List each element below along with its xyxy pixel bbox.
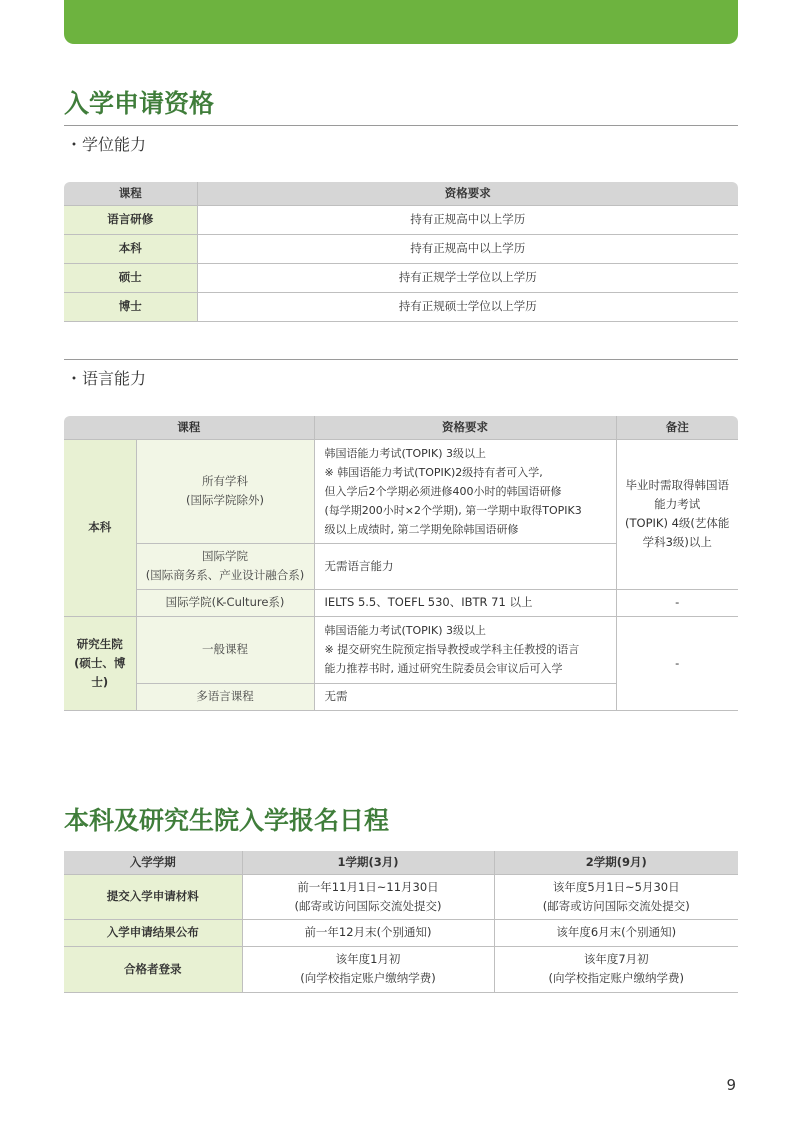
row-label: 入学申请结果公布 [64, 919, 242, 946]
semester-1-cell [242, 946, 494, 992]
cell-line: (向学校指定账户缴纳学费) [548, 971, 684, 985]
section-title-admission-qualification: 入学申请资格 [64, 89, 215, 118]
page-number: 9 [726, 1076, 736, 1094]
note-line: 能力考试 [654, 497, 701, 511]
section-divider [64, 359, 738, 360]
table-row [64, 205, 738, 234]
sub-course-line: 国际学院 [202, 549, 248, 563]
header-requirement: 资格要求 [314, 416, 616, 439]
cell-line: (邮寄或访问国际交流处提交) [294, 898, 442, 913]
requirement-text [314, 616, 616, 683]
requirement-line: 但入学后2个学期必须进修400小时的韩国语研修 [324, 484, 562, 498]
note-text-graduate: - [616, 616, 738, 710]
language-requirement-table [64, 416, 738, 711]
table-header-row [64, 851, 738, 874]
note-text-undergrad [616, 439, 738, 589]
table-row [64, 234, 738, 263]
course-label-undergrad: 本科 [64, 439, 136, 616]
table-header-row [64, 182, 738, 205]
sub-course-multilingual: 多语言课程 [136, 683, 314, 710]
requirement-line: ※ 提交研究生院预定指导教授或学科主任教授的语言 [324, 643, 580, 656]
sub-course-line: 所有学科 [202, 474, 248, 488]
section-divider [64, 125, 738, 126]
semester-2-cell [494, 874, 738, 919]
header-note: 备注 [616, 416, 738, 439]
course-label-line: (硕士、博士) [74, 655, 126, 689]
application-schedule-table [64, 851, 738, 993]
requirement-line: 能力推荐书时, 通过研究生院委员会审议后可入学 [324, 662, 563, 675]
row-label: 合格者登录 [64, 946, 242, 992]
requirement-text: 无需 [314, 683, 616, 710]
table-header-row [64, 416, 738, 439]
table-row [64, 263, 738, 292]
header-requirement: 资格要求 [197, 182, 738, 205]
header-semester-1: 1学期(3月) [242, 851, 494, 874]
cell-line: (向学校指定账户缴纳学费) [300, 971, 436, 985]
semester-2-cell [494, 946, 738, 992]
header-semester: 入学学期 [64, 851, 242, 874]
table-row [64, 919, 738, 946]
course-label: 博士 [64, 292, 197, 321]
requirement-line: (每学期200小时×2个学期), 第一学期中取得TOPIK3 [324, 503, 582, 517]
header-course: 课程 [64, 416, 314, 439]
requirement-text: 持有正规学士学位以上学历 [197, 263, 738, 292]
table-row [64, 946, 738, 992]
semester-1-cell: 前一年12月末(个别通知) [242, 919, 494, 946]
table-row [64, 874, 738, 919]
header-course: 课程 [64, 182, 197, 205]
degree-requirement-table [64, 182, 738, 322]
sub-course-line: (国际学院除外) [186, 493, 264, 507]
subheading-degree-ability: ・学位能力 [66, 135, 147, 154]
semester-2-cell: 该年度6月末(个别通知) [494, 919, 738, 946]
cell-line: 前一年11月1日~11月30日 [297, 879, 439, 894]
requirement-line: 韩国语能力考试(TOPIK) 3级以上 [324, 624, 487, 637]
cell-line: 该年度7月初 [583, 952, 649, 966]
note-text: - [616, 589, 738, 616]
requirement-text: 持有正规高中以上学历 [197, 234, 738, 263]
course-label: 语言研修 [64, 205, 197, 234]
subheading-language-ability: ・语言能力 [66, 369, 147, 388]
table-row [64, 439, 738, 543]
course-label: 本科 [64, 234, 197, 263]
cell-line: 该年度1月初 [335, 952, 401, 966]
course-label: 硕士 [64, 263, 197, 292]
top-green-banner [64, 0, 738, 44]
sub-course-line: (国际商务系、产业设计融合系) [145, 568, 305, 582]
requirement-text: 无需语言能力 [314, 543, 616, 589]
row-label: 提交入学申请材料 [64, 874, 242, 919]
course-label-line: 研究生院 [76, 636, 123, 651]
requirement-text: 持有正规硕士学位以上学历 [197, 292, 738, 321]
table-row [64, 589, 738, 616]
note-line: 毕业时需取得韩国语 [625, 478, 729, 492]
requirement-line: 级以上成绩时, 第二学期免除韩国语研修 [324, 522, 519, 536]
note-line: 学科3级)以上 [642, 535, 712, 549]
sub-course-k-culture: 国际学院(K-Culture系) [136, 589, 314, 616]
section-title-application-schedule: 本科及研究生院入学报名日程 [64, 806, 390, 835]
table-row [64, 616, 738, 683]
course-label-graduate [64, 616, 136, 710]
requirement-line: 韩国语能力考试(TOPIK) 3级以上 [324, 446, 487, 460]
sub-course-international [136, 543, 314, 589]
sub-course-all-majors [136, 439, 314, 543]
table-row [64, 292, 738, 321]
cell-line: (邮寄或访问国际交流处提交) [542, 898, 690, 913]
requirement-line: ※ 韩国语能力考试(TOPIK)2级持有者可入学, [324, 465, 543, 479]
requirement-text: 持有正规高中以上学历 [197, 205, 738, 234]
requirement-text [314, 439, 616, 543]
note-line: (TOPIK) 4级(艺体能 [625, 516, 730, 530]
cell-line: 该年度5月1日~5月30日 [552, 879, 680, 894]
sub-course-general: 一般课程 [136, 616, 314, 683]
semester-1-cell [242, 874, 494, 919]
requirement-text: IELTS 5.5、TOEFL 530、IBTR 71 以上 [314, 589, 616, 616]
header-semester-2: 2学期(9月) [494, 851, 738, 874]
